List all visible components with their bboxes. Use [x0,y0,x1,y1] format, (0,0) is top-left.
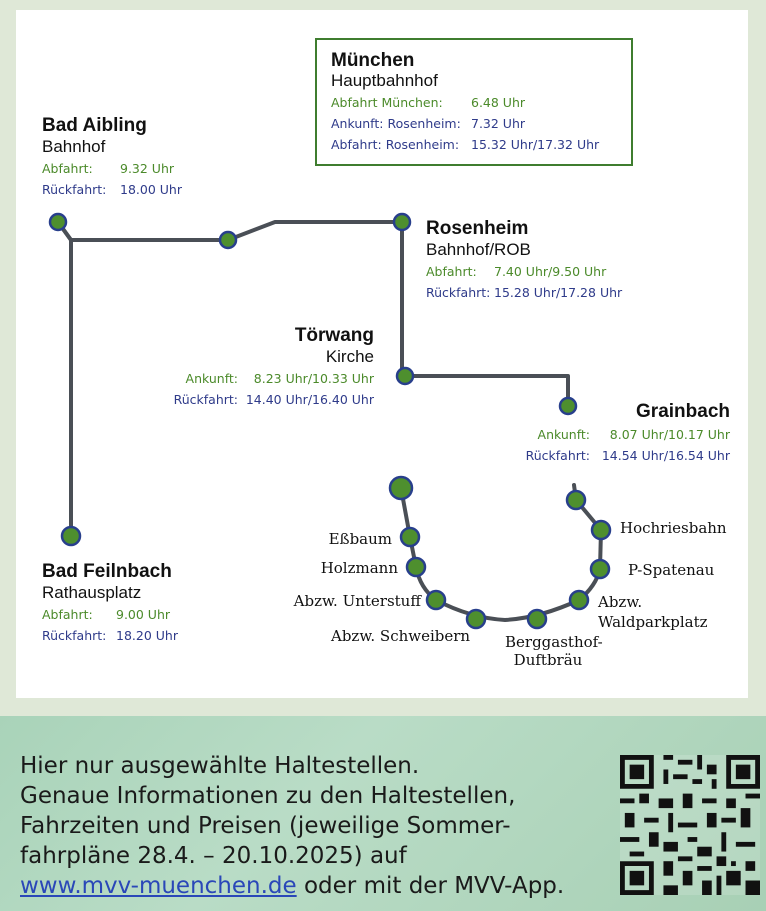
stop-sub-bad-aibling: Bahnhof [42,137,106,156]
stop-berggasthof [528,610,546,628]
stop-name-bad-feilnbach: Bad Feilnbach [42,561,172,582]
stop-bad-feilnbach [62,527,80,545]
stop-sub-bad-feilnbach: Rathausplatz [42,583,142,602]
stop-loop-end-right [567,491,585,509]
stop-name-bad-aibling: Bad Aibling [42,115,147,136]
stop-label-waldparkplatz: Abzw. Waldparkplatz [598,593,708,631]
muenchen-info-box [315,38,633,166]
schedule-row: Abfahrt: 9.00 Uhr [42,607,171,622]
stop-name-rosenheim: Rosenheim [426,218,529,239]
stop-sub-rosenheim: Bahnhof/ROB [426,240,531,259]
schedule-row: Ankunft: 8.23 Uhr/10.33 Uhr [185,371,374,386]
schedule-row: Rückfahrt: 15.28 Uhr/17.28 Uhr [426,285,623,300]
qr-code-icon[interactable] [620,755,760,895]
schedule-row: Abfahrt: 9.32 Uhr [42,161,175,176]
stop-label-spatenau: P-Spatenau [628,561,715,579]
stop-unterstuff [427,591,445,609]
stop-waldparkplatz [570,591,588,609]
route-line-aibling-feilnbach [58,222,71,536]
stop-grainbach [560,398,576,414]
schedule-row: Rückfahrt: 14.40 Uhr/16.40 Uhr [173,392,374,407]
schedule-row: Ankunft: 8.07 Uhr/10.17 Uhr [537,427,730,442]
stop-holzmann [407,558,425,576]
stop-label-holzmann: Holzmann [320,559,398,577]
schedule-row: Abfahrt München: 6.48 Uhr [331,95,526,110]
stop-sub-muenchen: Hauptbahnhof [331,71,438,90]
stop-sub-toerwang: Kirche [325,347,374,366]
stop-bad-aibling [50,214,66,230]
info-text: Hier nur ausgewählte Haltestellen. Genaue Informationen zu den Haltestellen, Fahrzeiten und Preisen (jeweilige Sommer- fahrpläne 28.4. – 20.10.2025) auf www.mvv-muenchen.de oder mit der MVV-App. [20,753,565,899]
schedule-row: Rückfahrt: 18.20 Uhr [42,628,178,643]
stop-toerwang [397,368,413,384]
stop-label-schweibern: Abzw. Schweibern [331,627,471,645]
stop-label-essbaum: Eßbaum [328,530,392,548]
stop-name-muenchen: München [331,50,415,71]
stop-loop-end-left [390,477,412,499]
schedule-row: Ankunft: Rosenheim: 7.32 Uhr [331,116,526,131]
stop-spatenau [591,560,609,578]
stop-label-berggasthof: Berggasthof- Duftbräu [505,633,603,669]
stop-rosenheim [394,214,410,230]
stop-name-toerwang: Törwang [294,325,374,346]
stop-label-hochriesbahn: Hochriesbahn [620,519,727,537]
schedule-row: Abfahrt: Rosenheim: 15.32 Uhr/17.32 Uhr [331,137,600,152]
stop-name-grainbach: Grainbach [636,401,730,422]
stop-essbaum [401,528,419,546]
stop-schweibern [467,610,485,628]
schedule-row: Rückfahrt: 18.00 Uhr [42,182,182,197]
stop-hochriesbahn [592,521,610,539]
mvv-website-link[interactable]: www.mvv-muenchen.de [20,873,297,899]
schedule-row: Abfahrt: 7.40 Uhr/9.50 Uhr [426,264,607,279]
stop-mid-aibling [220,232,236,248]
stop-label-unterstuff: Abzw. Unterstuff [293,592,421,610]
schedule-row: Rückfahrt: 14.54 Uhr/16.54 Uhr [525,448,730,463]
